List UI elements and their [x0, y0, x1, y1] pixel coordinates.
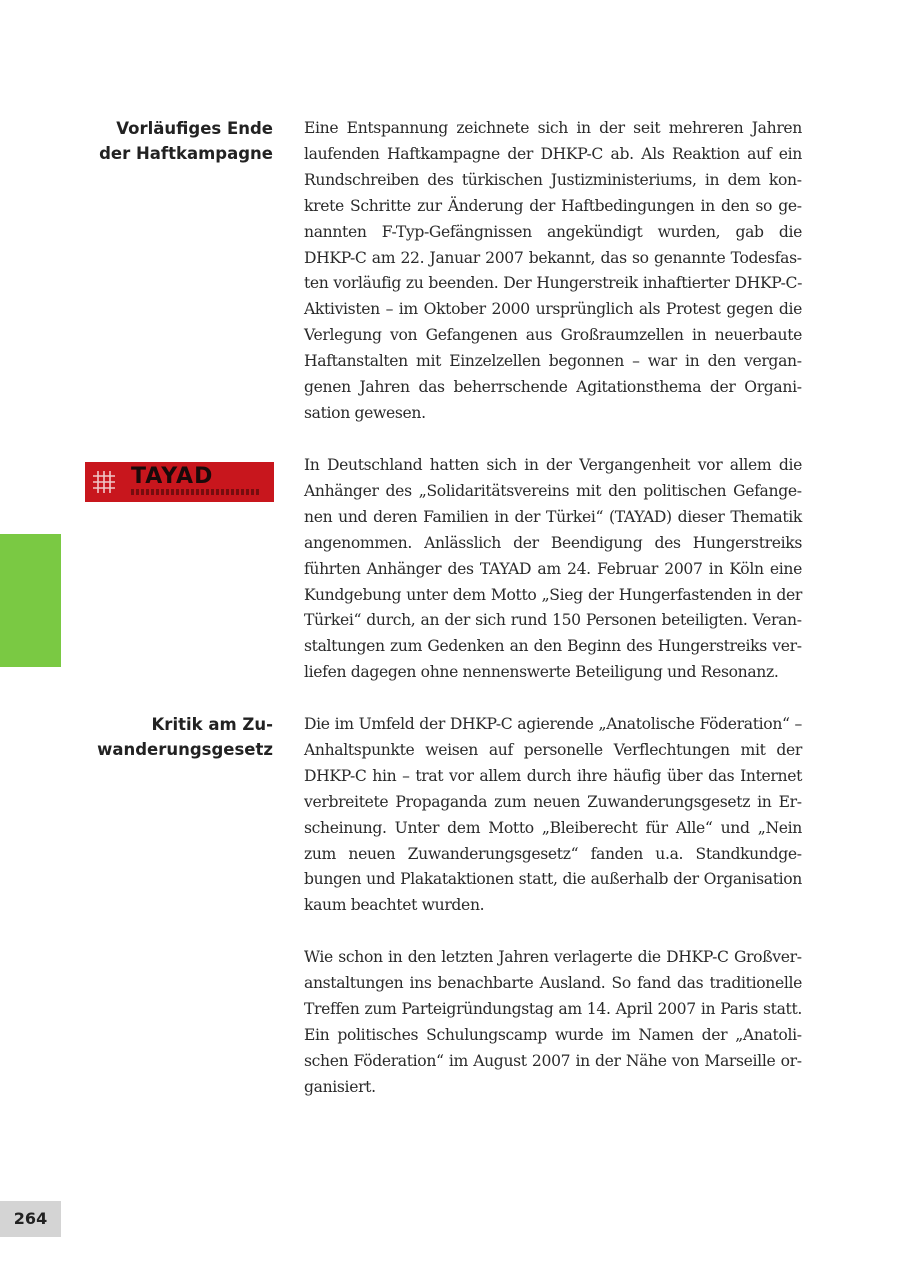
paragraph-zuwanderungsgesetz: Die im Umfeld der DHKP-C agierende „Anatolische Föderation“ – Anhaltspunkte weisen auf personelle Verflechtungen mit der DHKP-C hin – trat vor allem durch ihre häufig über das Internet verbreitete Propaganda zum neuen Zuwanderungsgesetz in Erscheinung. Unter dem Motto „Bleiberecht für Alle“ und „Nein zum neuen Zuwanderungsgesetz“ fanden u.a. Standkundgebungen und Plakataktionen statt, die außerhalb der Organisation kaum beachtet wurden.: [304, 715, 802, 915]
tayad-logo-text: TAYAD: [131, 464, 214, 489]
heading-line: Vorläufiges Ende: [116, 119, 273, 138]
heading-line: der Haftkampagne: [99, 144, 273, 163]
section-heading-haftkampagne: [60, 116, 273, 166]
paragraph-haftkampagne: Eine Entspannung zeichnete sich in der seit mehreren Jahren laufenden Haftkampagne der DHKP-C ab. Als Reaktion auf ein Rundschreiben des türkischen Justizministeriums, in dem konkrete Schritte zur Änderung der Haftbedingungen in den so genannten F-Typ-Gefängnissen angekündigt wurden, gab die DHKP-C am 22. Januar 2007 bekannt, das so genannte Todesfasten vorläufig zu beenden. Der Hungerstreik inhaftierter DHKP-C-Aktivisten – im Oktober 2000 ursprünglich als Protest gegen die Verlegung von Gefangenen aus Großraumzellen in neuerbaute Haftanstalten mit Einzelzellen begonnen – war in den vergangenen Jahren das beherrschende Agitationsthema der Organisation gewesen.: [304, 119, 802, 422]
chapter-tab-marker: [0, 534, 61, 667]
heading-line: Kritik am Zu-: [151, 715, 273, 734]
tayad-logo-subline: [131, 489, 261, 495]
section-heading-zuwanderungsgesetz: [60, 712, 273, 762]
tayad-grid-icon: [91, 469, 117, 495]
page-number: 264: [0, 1201, 61, 1237]
tayad-logo: [85, 462, 274, 502]
heading-line: wanderungsgesetz: [97, 740, 273, 759]
paragraph-grossveranstaltungen: Wie schon in den letzten Jahren verlagerte die DHKP-C Großveranstaltungen ins benachbarte Ausland. So fand das traditionelle Treffen zum Parteigründungstag am 14. April 2007 in Paris statt. Ein politisches Schulungscamp wurde im Namen der „Anatolischen Föderation“ im August 2007 in der Nähe von Marseille organisiert.: [304, 948, 802, 1096]
paragraph-tayad: In Deutschland hatten sich in der Vergangenheit vor allem die Anhänger des „Solidaritätsvereins mit den politischen Gefangenen und deren Familien in der Türkei“ (TAYAD) dieser Thematik angenommen. Anlässlich der Beendigung des Hungerstreiks führten Anhänger des TAYAD am 24. Februar 2007 in Köln eine Kundgebung unter dem Motto „Sieg der Hungerfastenden in der Türkei“ durch, an der sich rund 150 Personen beteiligten. Veranstaltungen zum Gedenken an den Beginn des Hungerstreiks verliefen dagegen ohne nennenswerte Beteiligung und Resonanz.: [304, 456, 802, 682]
